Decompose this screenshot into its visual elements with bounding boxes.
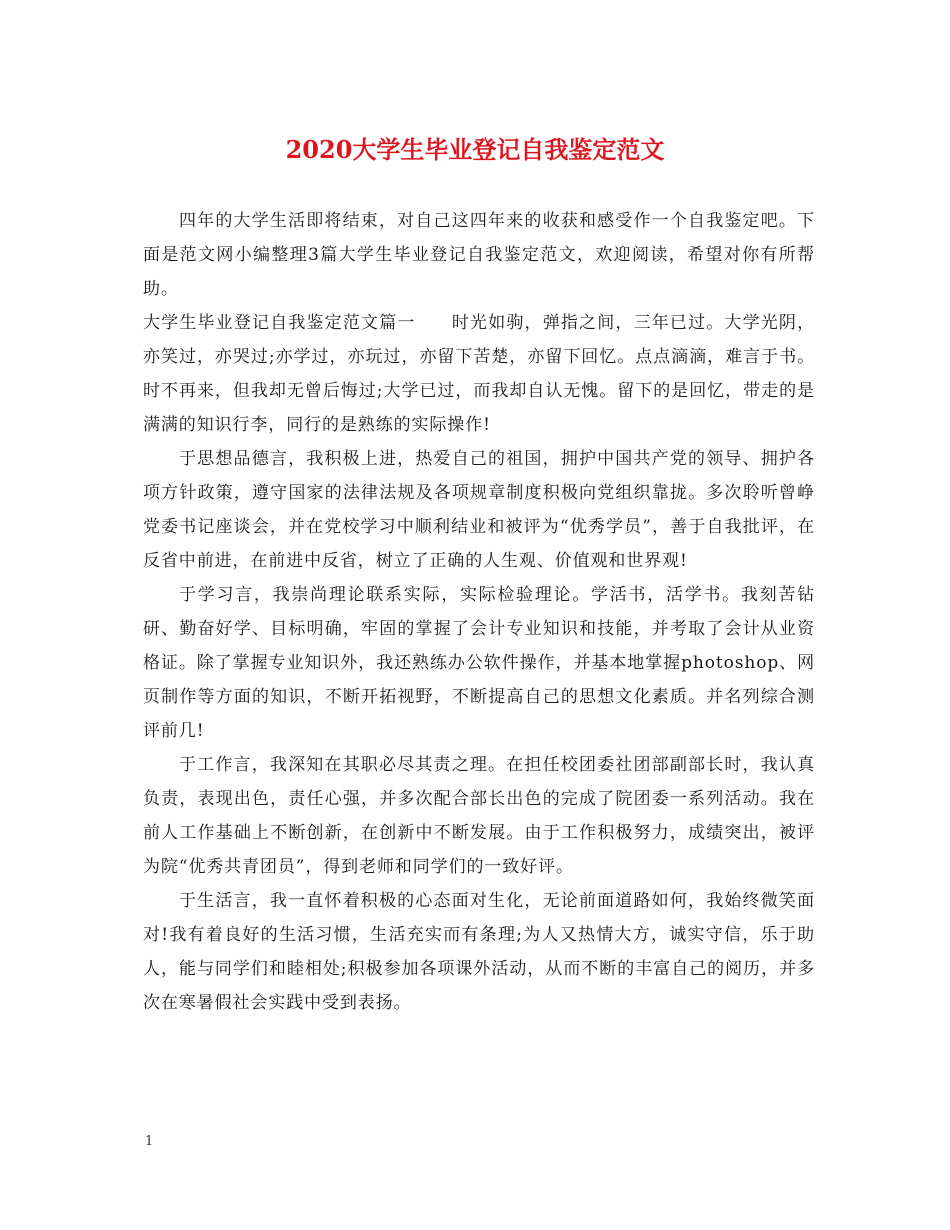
paragraph-work: 于工作言，我深知在其职必尽其责之理。在担任校团委社团部副部长时，我认真负责，表现出色，责任心强，并多次配合部长出色的完成了院团委一系列活动。我在前人工作基础上不断创新，在创新中不断发展。由于工作积极努力，成绩突出，被评为院“优秀共青团员”，得到老师和同学们的一致好评。 [143, 755, 815, 877]
page-number: 1 [145, 1134, 154, 1149]
paragraph-ideology: 于思想品德言，我积极上进，热爱自己的祖国，拥护中国共产党的领导、拥护各项方针政策，遵守国家的法律法规及各项规章制度积极向党组织靠拢。多次聆听曾峥党委书记座谈会，并在党校学习中顺利结业和被评为“优秀学员”，善于自我批评，在反省中前进，在前进中反省，树立了正确的人生观、价值观和世界观! [143, 449, 815, 571]
paragraph-intro: 四年的大学生活即将结束，对自己这四年来的收获和感受作一个自我鉴定吧。下面是范文网小编整理3篇大学生毕业登记自我鉴定范文，欢迎阅读，希望对你有所帮助。 [143, 211, 815, 299]
paragraph-life: 于生活言，我一直怀着积极的心态面对生化，无论前面道路如何，我始终微笑面对!我有着良好的生活习惯，生活充实而有条理;为人又热情大方，诚实守信，乐于助人，能与同学们和睦相处;积极参加各项课外活动，从而不断的丰富自己的阅历，并多次在寒暑假社会实践中受到表扬。 [143, 891, 815, 1013]
document-body [143, 204, 815, 1020]
document-title: 2020大学生毕业登记自我鉴定范文 [285, 135, 665, 164]
paragraph-section-one: 大学生毕业登记自我鉴定范文篇一 时光如驹，弹指之间，三年已过。大学光阴，亦笑过，亦哭过;亦学过，亦玩过，亦留下苦楚，亦留下回忆。点点滴滴，难言于书。时不再来，但我却无曾后悔过;大学已过，而我却自认无愧。留下的是回忆，带走的是满满的知识行李，同行的是熟练的实际操作! [143, 313, 815, 435]
paragraph-study: 于学习言，我崇尚理论联系实际，实际检验理论。学活书，活学书。我刻苦钻研、勤奋好学、目标明确，牢固的掌握了会计专业知识和技能，并考取了会计从业资格证。除了掌握专业知识外，我还熟练办公软件操作，并基本地掌握photoshop、网页制作等方面的知识，不断开拓视野，不断提高自己的思想文化素质。并名列综合测评前几! [143, 585, 815, 741]
